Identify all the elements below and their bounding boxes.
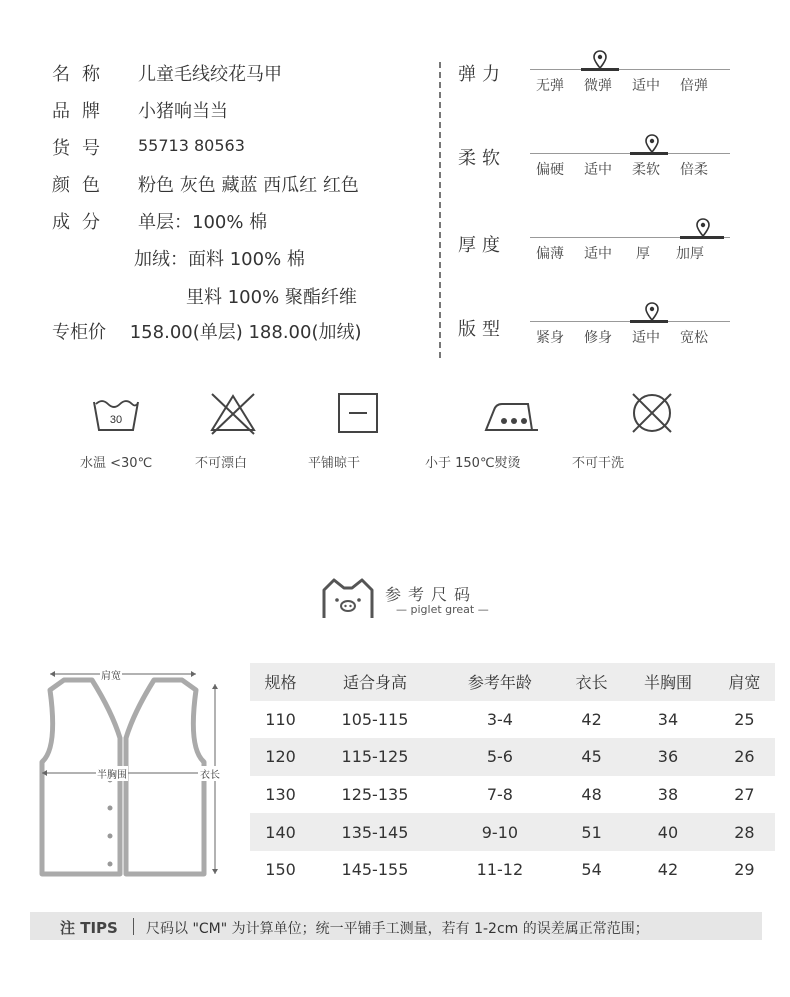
tips-separator <box>133 918 134 935</box>
size-table <box>250 663 775 889</box>
piglet-logo-icon <box>320 576 376 622</box>
table-cell: 150 <box>265 860 296 880</box>
scale-option: 紧身 <box>536 330 564 346</box>
no-bleach-icon <box>208 390 258 436</box>
info-value: 55713 80563 <box>138 136 245 155</box>
table-cell: 28 <box>734 822 755 842</box>
table-row <box>250 776 775 814</box>
wash-30-icon <box>91 390 141 436</box>
table-cell: 11-12 <box>476 860 524 880</box>
table-cell: 110 <box>265 709 296 729</box>
chest-label: 半胸围 <box>96 766 128 781</box>
table-cell: 36 <box>657 747 679 767</box>
price-row <box>52 318 362 344</box>
column-header: 规格 <box>264 673 297 693</box>
location-pin-icon <box>696 218 710 238</box>
composition-fleece: 加绒：面料 100% 棉 <box>134 249 305 270</box>
table-cell: 42 <box>657 860 679 880</box>
care-label: 不可漂白 <box>195 456 248 471</box>
vertical-divider <box>439 62 441 358</box>
no-dry-clean-icon <box>627 390 677 436</box>
table-row <box>250 813 775 851</box>
scale-option-selected: 微弹 <box>584 78 612 94</box>
table-cell: 130 <box>265 785 296 805</box>
table-cell: 45 <box>581 747 602 767</box>
care-label: 小于 150℃熨烫 <box>425 456 521 471</box>
composition-lining: 里料 100% 聚酯纤维 <box>186 287 357 308</box>
attr-label-elasticity: 弹力 <box>458 64 506 85</box>
column-header: 半胸围 <box>643 673 692 693</box>
info-value: 粉色 灰色 藏蓝 西瓜红 红色 <box>138 175 359 196</box>
column-header: 肩宽 <box>728 673 761 693</box>
table-cell: 140 <box>265 822 296 842</box>
scale-option-selected: 适中 <box>632 330 660 346</box>
scale-option: 适中 <box>632 78 660 94</box>
table-cell: 51 <box>581 822 602 842</box>
scale-option: 厚 <box>636 246 650 262</box>
scale-option: 宽松 <box>680 330 708 346</box>
tips-text: 尺码以 "CM" 为计算单位；统一平铺手工测量，若有 1-2cm 的误差属正常范围； <box>146 921 649 937</box>
scale-option: 偏硬 <box>536 162 564 178</box>
table-cell: 145-155 <box>341 860 409 880</box>
info-label: 名称 <box>52 64 112 85</box>
location-pin-icon <box>645 134 659 154</box>
column-header: 适合身高 <box>342 673 407 693</box>
care-label: 不可干洗 <box>572 456 625 471</box>
care-label: 水温 <30℃ <box>80 456 153 471</box>
table-cell: 135-145 <box>341 822 409 842</box>
scale-option: 修身 <box>584 330 612 346</box>
price-label: 专柜价 <box>52 322 106 343</box>
table-cell: 27 <box>734 785 755 805</box>
scale-option-selected: 加厚 <box>676 246 704 262</box>
info-value: 小猪响当当 <box>138 101 228 122</box>
info-label: 颜色 <box>52 175 112 196</box>
table-cell: 34 <box>657 709 679 729</box>
tips-title: 注 TIPS <box>60 919 118 937</box>
table-cell: 40 <box>657 822 679 842</box>
info-label: 品牌 <box>52 101 112 122</box>
size-reference-title: 参考尺码 <box>385 585 478 604</box>
table-cell: 29 <box>734 860 755 880</box>
scale-option: 适中 <box>584 246 612 262</box>
attr-label-softness: 柔软 <box>458 148 506 169</box>
length-label: 衣长 <box>198 766 222 781</box>
attr-label-thickness: 厚度 <box>458 235 506 256</box>
iron-150-icon <box>484 390 540 436</box>
scale-option: 倍柔 <box>680 162 708 178</box>
scale-option: 偏薄 <box>536 246 564 262</box>
table-cell: 7-8 <box>486 785 513 805</box>
table-row <box>250 738 775 776</box>
table-cell: 48 <box>581 785 602 805</box>
table-cell: 38 <box>657 785 679 805</box>
dry-flat-icon <box>334 390 384 436</box>
table-cell: 115-125 <box>341 747 409 767</box>
info-value: 单层：100% 棉 <box>138 212 268 233</box>
vest-right-panel <box>126 680 204 874</box>
info-label: 货号 <box>52 138 112 159</box>
table-row <box>250 851 775 889</box>
column-header: 参考年龄 <box>467 673 532 693</box>
location-pin-icon <box>645 302 659 322</box>
tips-bar <box>30 912 762 940</box>
scale-option-selected: 柔软 <box>632 162 660 178</box>
scale-option: 倍弹 <box>680 78 708 94</box>
table-header-row <box>250 663 775 701</box>
table-row <box>250 701 775 739</box>
shoulder-label: 肩宽 <box>100 667 122 682</box>
table-cell: 5-6 <box>486 747 513 767</box>
wash-temp: 30 <box>109 414 123 426</box>
table-cell: 105-115 <box>341 709 409 729</box>
table-cell: 54 <box>581 860 602 880</box>
care-label: 平铺晾干 <box>308 456 361 471</box>
attr-label-fit: 版型 <box>458 319 506 340</box>
scale-option: 无弹 <box>536 78 564 94</box>
scale-option: 适中 <box>584 162 612 178</box>
location-pin-icon <box>593 50 607 70</box>
table-cell: 9-10 <box>481 822 519 842</box>
table-cell: 120 <box>265 747 296 767</box>
table-cell: 25 <box>734 709 755 729</box>
table-cell: 3-4 <box>486 709 513 729</box>
scale-line <box>530 69 730 70</box>
column-header: 衣长 <box>575 673 608 693</box>
info-label: 成分 <box>52 212 112 233</box>
table-cell: 42 <box>581 709 602 729</box>
table-cell: 125-135 <box>341 785 409 805</box>
price-value: 158.00(单层) 188.00(加绒) <box>129 322 362 343</box>
brand-subtitle: — piglet great — <box>396 603 489 616</box>
info-value: 儿童毛线绞花马甲 <box>138 64 282 85</box>
table-cell: 26 <box>734 747 755 767</box>
